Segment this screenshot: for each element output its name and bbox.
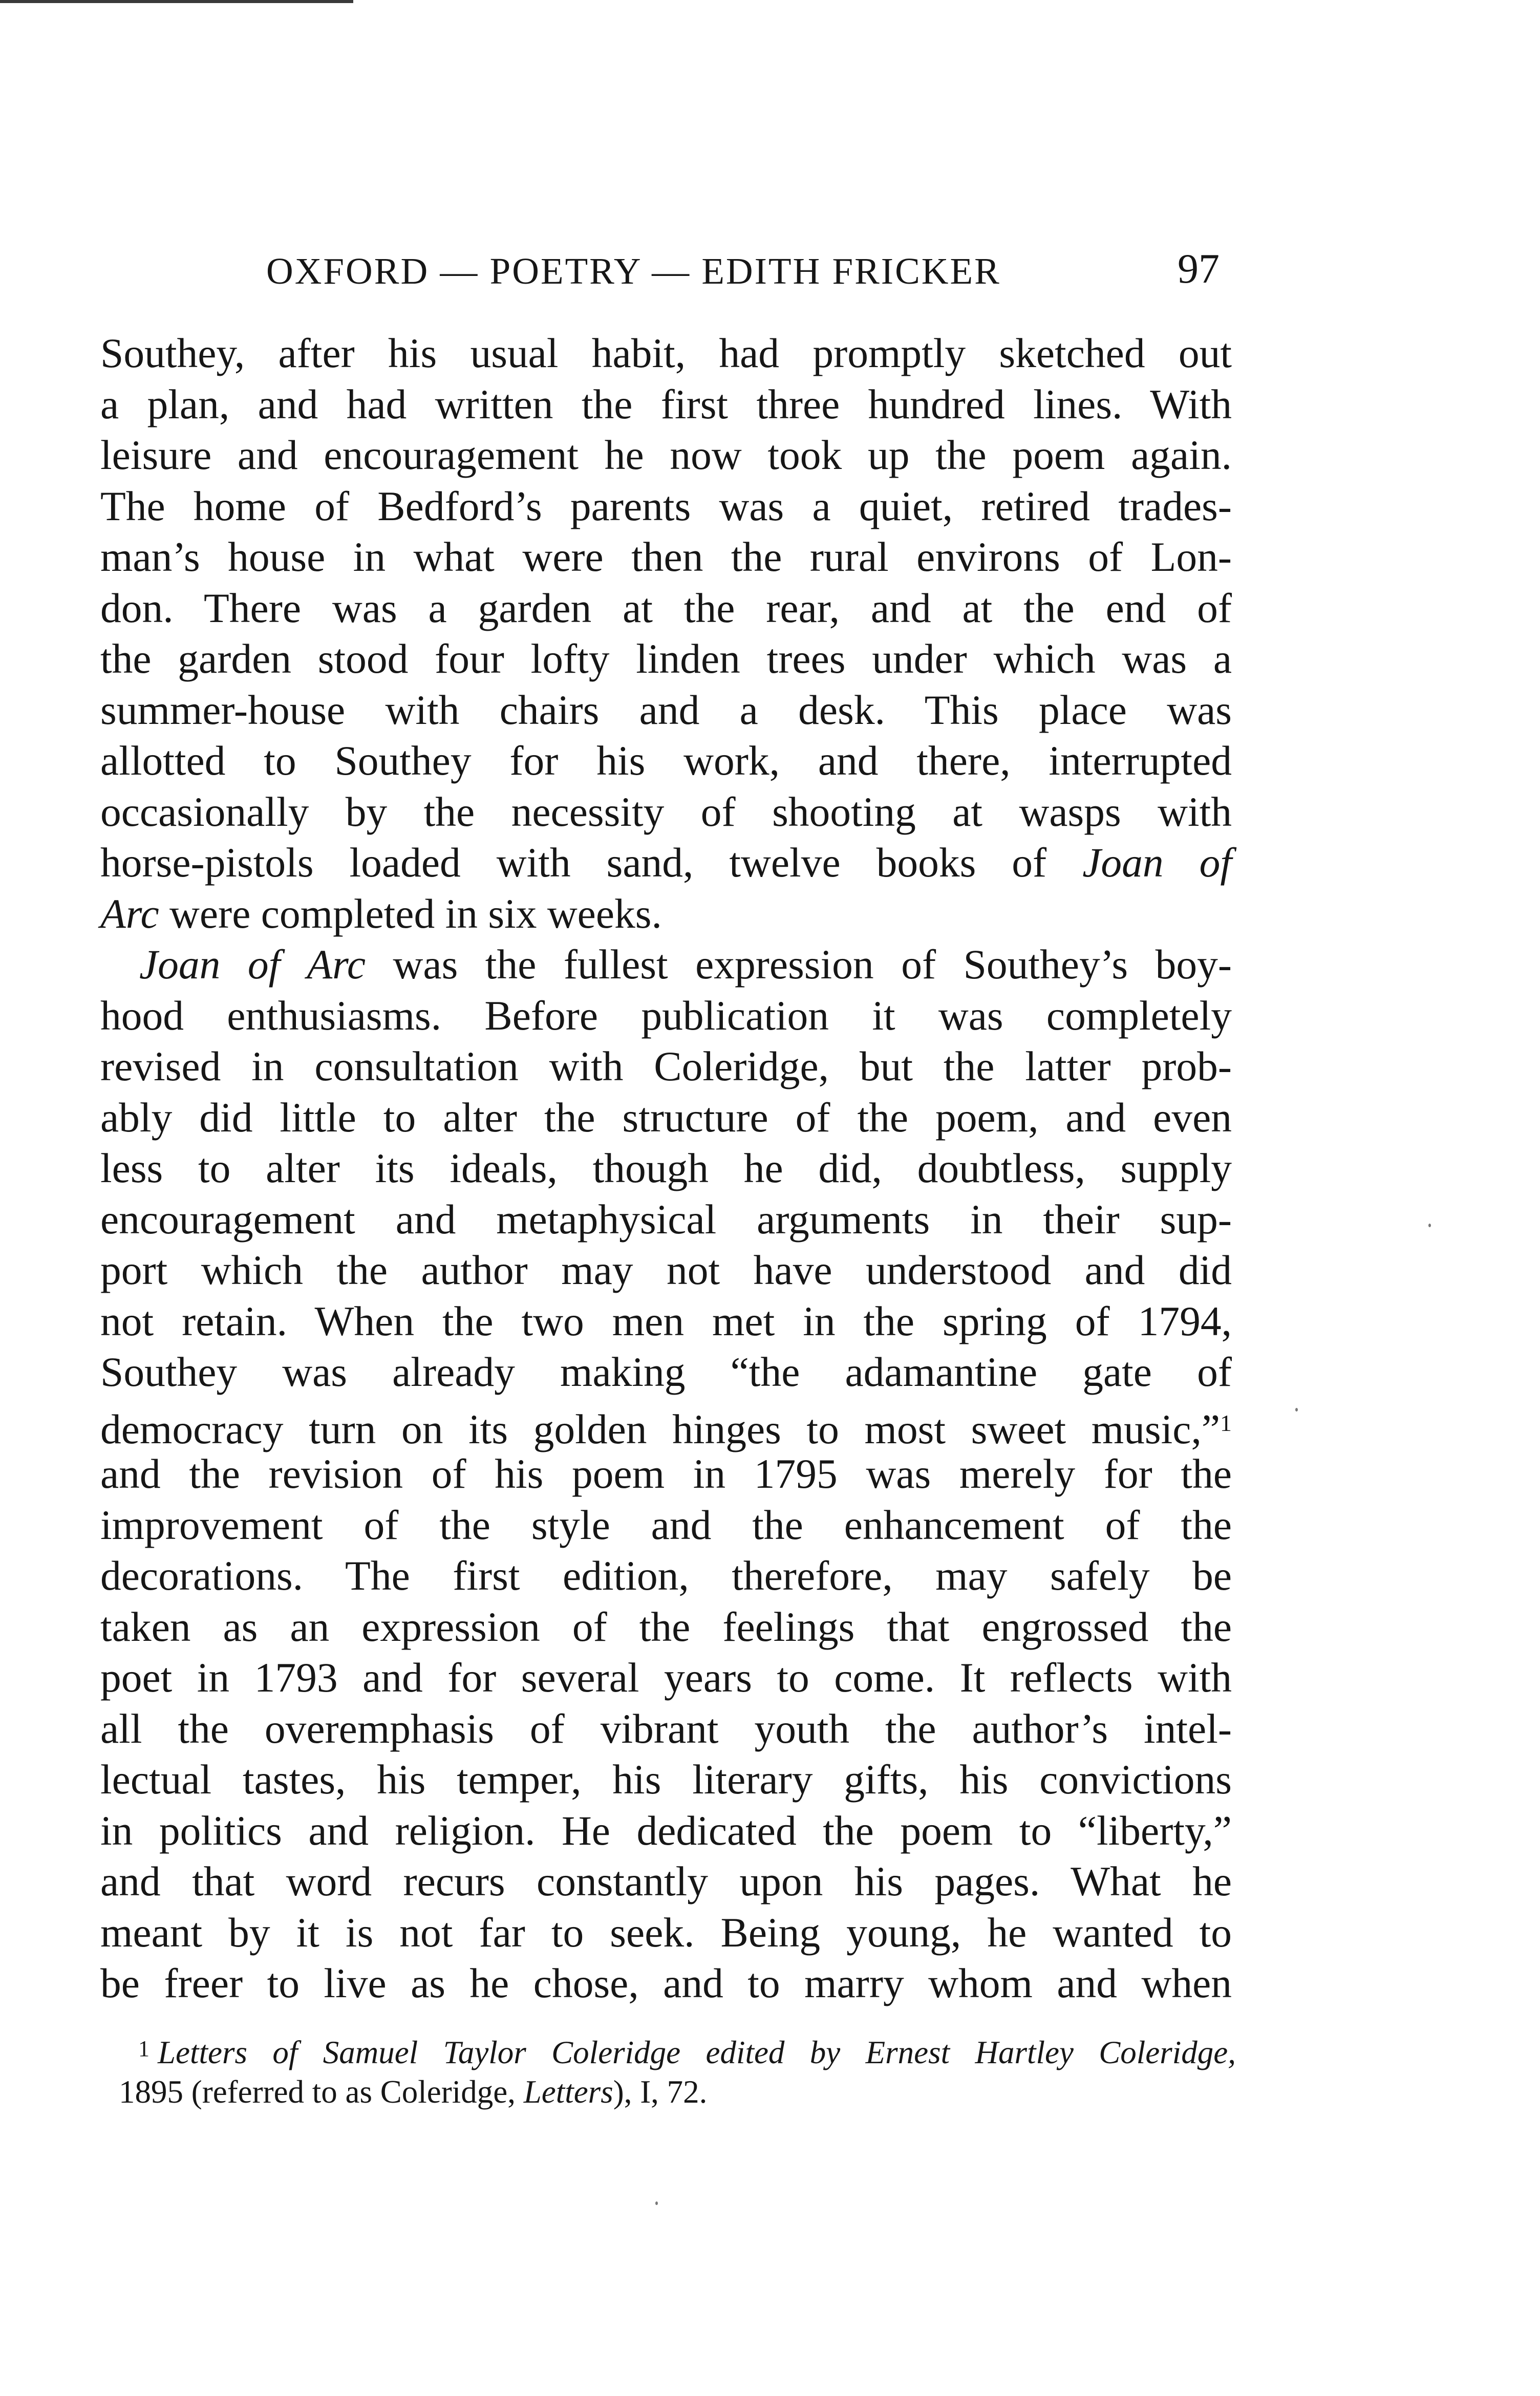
paper-speck [655, 2201, 658, 2205]
footnote-mark: 1 [138, 2036, 149, 2061]
text-run: were completed in six weeks. [159, 890, 662, 937]
footnote-short-title: Letters [523, 2074, 613, 2110]
scan-edge-rule [0, 0, 353, 3]
text-line: not retain. When the two men met in the spring of 1794, [100, 1297, 1232, 1344]
text-run: 1895 (referred to as Coleridge, [119, 2074, 524, 2110]
text-line: don. There was a garden at the rear, and at the end of [100, 584, 1232, 631]
text-line: ably did little to alter the structure of the poem, and even [100, 1094, 1232, 1141]
text-run: horse-pistols loaded with sand, twelve books of [100, 839, 1083, 886]
paper-speck [1428, 1224, 1431, 1227]
footnote-line [119, 2070, 1236, 2113]
footnote [119, 2027, 1236, 2113]
text-line: poet in 1793 and for several years to come. It reflects with [100, 1654, 1232, 1701]
text-line: and the revision of his poem in 1795 was merely for the [100, 1450, 1232, 1497]
text-line: be freer to live as he chose, and to marry whom and when [100, 1960, 1232, 2006]
text-line: occasionally by the necessity of shooting at wasps with [100, 788, 1232, 835]
text-line: summer-house with chairs and a desk. This place was [100, 686, 1232, 733]
paper-speck [1295, 1408, 1298, 1411]
text-run: was the fullest expression of Southey’s boy- [366, 941, 1232, 988]
text-line [100, 888, 1232, 939]
text-line: improvement of the style and the enhancement of the [100, 1501, 1232, 1548]
footnote-reference: 1 [1220, 1409, 1232, 1436]
body-text [100, 328, 1232, 2009]
text-line: less to alter its ideals, though he did, doubtless, supply [100, 1145, 1232, 1191]
text-line: hood enthusiasms. Before publication it was completely [100, 992, 1232, 1039]
text-line: port which the author may not have understood and did [100, 1247, 1232, 1293]
text-line: all the overemphasis of vibrant youth the author’s intel- [100, 1705, 1232, 1752]
text-line: the garden stood four lofty linden trees under which was a [100, 635, 1232, 682]
text-line: man’s house in what were then the rural environs of Lon- [100, 533, 1232, 580]
paragraph-start-line [100, 939, 1232, 990]
text-line: and that word recurs constantly upon his pages. What he [100, 1858, 1232, 1905]
text-line: encouragement and metaphysical arguments in their sup- [100, 1195, 1232, 1243]
footnote-line [119, 2027, 1236, 2070]
text-line [100, 837, 1232, 888]
text-run: ), I, 72. [613, 2074, 708, 2110]
page-number: 97 [1178, 245, 1220, 292]
book-title-joan-of-arc: Joan of [1082, 839, 1232, 886]
text-line: leisure and encouragement he now took up the poem again. [100, 432, 1232, 478]
text-line: allotted to Southey for his work, and there, interrupted [100, 737, 1232, 784]
text-line: The home of Bedford’s parents was a quiet, retired trades- [100, 482, 1232, 529]
text-line: a plan, and had written the first three hundred lines. With [100, 380, 1232, 427]
book-title-joan-of-arc: Arc [100, 890, 159, 937]
text-line: decorations. The first edition, therefore, may safely be [100, 1552, 1232, 1599]
text-run: democracy turn on its golden hinges to most sweet music,” [100, 1405, 1220, 1452]
text-line: revised in consultation with Coleridge, but the latter prob- [100, 1043, 1232, 1089]
text-line: Southey was already making “the adamantine gate of [100, 1349, 1232, 1395]
text-line: Southey, after his usual habit, had promptly sketched out [100, 330, 1232, 376]
text-line: lectual tastes, his temper, his literary gifts, his convictions [100, 1756, 1232, 1803]
running-head: OXFORD — POETRY — EDITH FRICKER [266, 250, 1001, 292]
footnote-citation-title: Letters of Samuel Taylor Coleridge edited by Ernest Hartley Coleridge, [158, 2035, 1236, 2070]
book-title-joan-of-arc: Joan of Arc [139, 941, 366, 988]
text-line: taken as an expression of the feelings that engrossed the [100, 1603, 1232, 1650]
text-line: in politics and religion. He dedicated the poem to “liberty,” [100, 1807, 1232, 1854]
text-line: meant by it is not far to seek. Being young, he wanted to [100, 1909, 1232, 1956]
text-line [100, 1398, 1232, 1452]
